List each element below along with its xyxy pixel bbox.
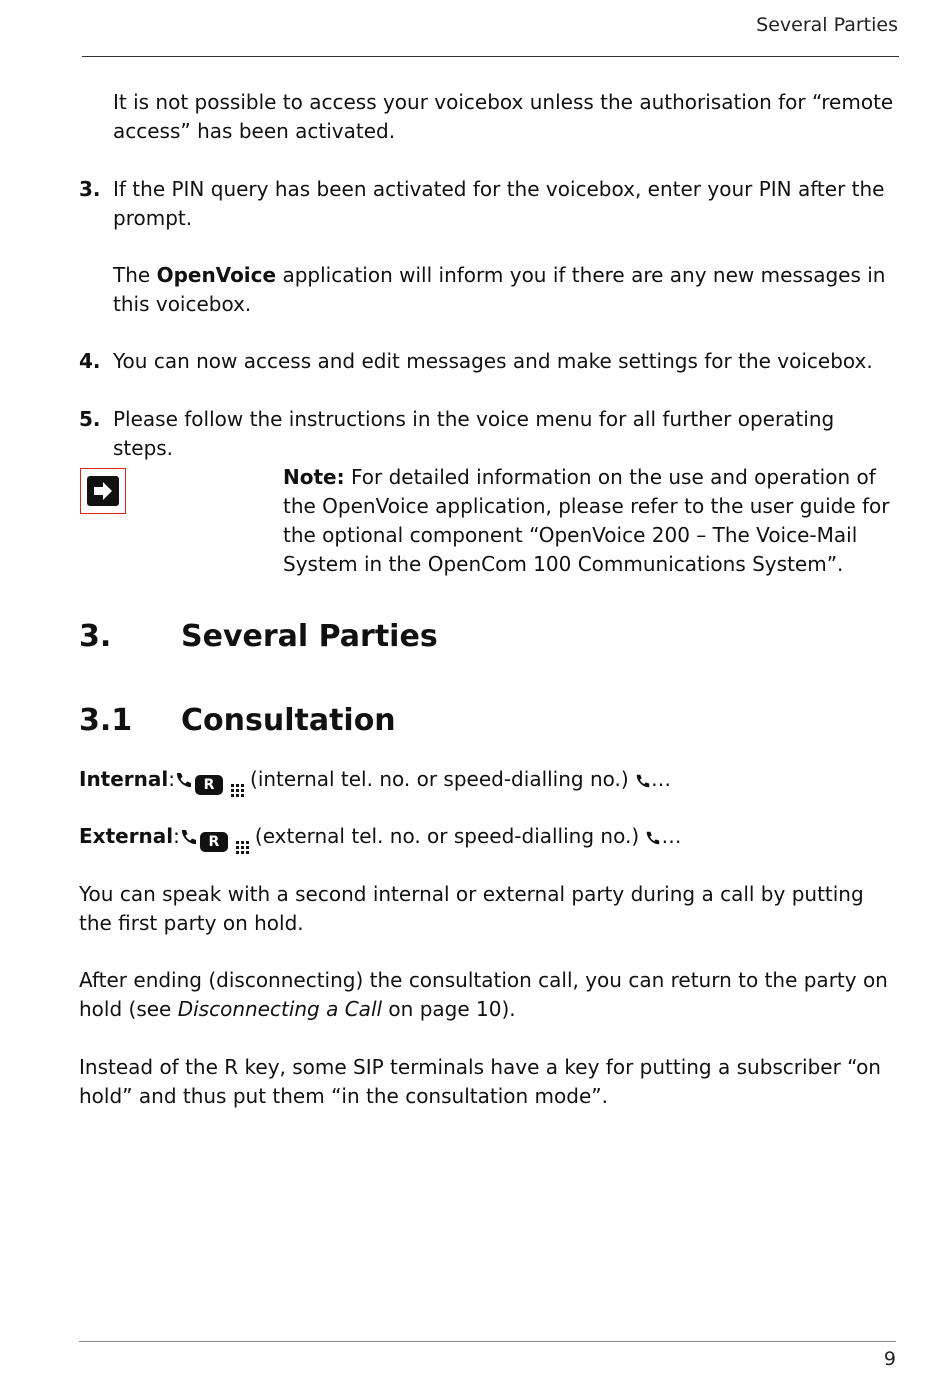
step-number: 5. — [79, 407, 101, 431]
arrow-right-icon — [80, 468, 126, 514]
procedure-label: External — [79, 824, 174, 848]
openvoice-label: OpenVoice — [156, 263, 277, 287]
colon: : — [173, 824, 180, 848]
header-rule — [82, 56, 899, 57]
step-text: Please follow the instructions in the voice menu for all further operating steps. — [113, 407, 835, 460]
step-5 — [79, 405, 899, 463]
step-number: 3. — [79, 177, 101, 201]
note-label: Note: — [283, 465, 345, 489]
ellipsis: … — [661, 824, 682, 848]
subsection-title: Consultation — [181, 703, 396, 738]
step-number: 4. — [79, 349, 101, 373]
handset-icon — [175, 768, 193, 797]
handset-icon — [180, 825, 198, 854]
procedure-label: Internal — [79, 767, 169, 791]
footer-rule — [79, 1341, 896, 1342]
section-title: Several Parties — [181, 619, 438, 654]
sub-text-end: application will inform you if there are any new messages in this voicebox. — [113, 263, 886, 316]
keypad-icon — [236, 841, 249, 854]
colon: : — [168, 767, 176, 791]
handset-icon — [635, 768, 651, 797]
procedure-external — [79, 822, 899, 854]
page-number: 9 — [883, 1348, 896, 1370]
step-subparagraph — [113, 261, 899, 319]
cross-reference-link: Disconnecting a Call — [177, 997, 383, 1021]
handset-icon — [645, 825, 661, 854]
running-header: Several Parties — [756, 14, 898, 36]
sub-text: The — [113, 263, 157, 287]
step-3 — [79, 175, 899, 319]
paragraph-r-key: Instead of the R key, some SIP terminals have a key for putting a subscriber “on hold” and thus put them “in the consultation mode”. — [79, 1055, 881, 1108]
procedure-internal — [79, 765, 899, 797]
para-text: After ending (disconnecting) the consultation call, you can return to the party on hold (see — [79, 968, 888, 1021]
subsection-heading — [79, 703, 396, 738]
procedure-desc: (internal tel. no. or speed-dialling no.) — [250, 767, 629, 791]
ellipsis: … — [651, 767, 672, 791]
section-number: 3. — [79, 619, 112, 654]
keypad-icon — [231, 784, 244, 797]
note-text — [283, 463, 893, 579]
step-text: You can now access and edit messages and make settings for the voicebox. — [113, 349, 873, 373]
para-text-end: on page 10). — [382, 997, 516, 1021]
paragraph-hold: You can speak with a second internal or external party during a call by putting the first party on hold. — [79, 882, 864, 935]
r-key-icon: R — [200, 832, 228, 852]
section-heading — [79, 619, 438, 654]
procedure-desc: (external tel. no. or speed-dialling no.) — [254, 824, 640, 848]
remote-access-paragraph: It is not possible to access your voicebox unless the authorisation for “remote access” has been activated. — [113, 90, 894, 143]
step-text: If the PIN query has been activated for the voicebox, enter your PIN after the prompt. — [113, 177, 885, 230]
note-body: For detailed information on the use and operation of the OpenVoice application, please refer to the user guide for the optional component “OpenVoice 200 – The Voice-Mail System in the OpenCom 100 Communications System”. — [283, 465, 890, 576]
subsection-number: 3.1 — [79, 703, 133, 738]
r-key-icon: R — [195, 775, 223, 795]
paragraph-return — [79, 966, 899, 1024]
step-4 — [79, 347, 899, 376]
